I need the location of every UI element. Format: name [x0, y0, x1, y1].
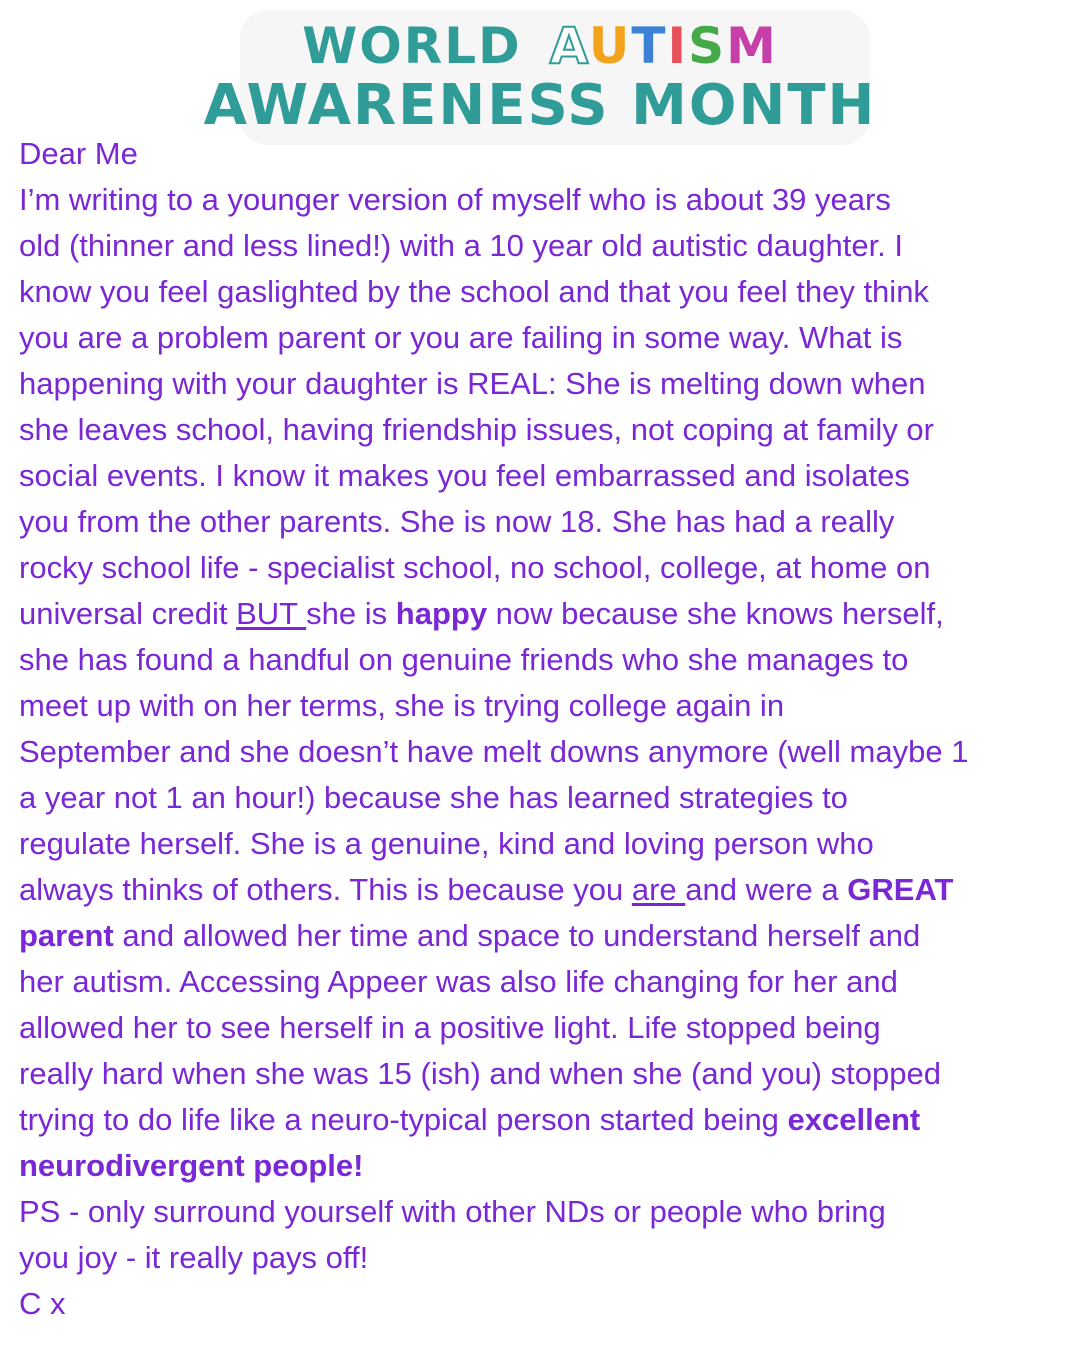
title-line-1 [0, 16, 1080, 76]
letter-line [19, 775, 1069, 821]
letter-text: she has found a handful on genuine friends who she manages to [19, 642, 909, 677]
title-line-2: AWARENESS MONTH [203, 73, 877, 138]
letter-text: rocky school life - specialist school, no school, college, at home on [19, 550, 931, 585]
letter-line [19, 499, 1069, 545]
bold-text: neurodivergent people! [19, 1148, 364, 1183]
letter-line [19, 1281, 1069, 1327]
letter-line [19, 223, 1069, 269]
letter-text: September and she doesn’t have melt downs anymore (well maybe 1 [19, 734, 969, 769]
letter-text: social events. I know it makes you feel embarrassed and isolates [19, 458, 910, 493]
title-letter-t: T [631, 17, 668, 75]
letter-text: really hard when she was 15 (ish) and when she (and you) stopped [19, 1056, 941, 1091]
letter-text: universal credit [19, 596, 237, 631]
title-letter-a: A [549, 17, 589, 75]
bold-text: happy [395, 596, 488, 631]
letter-line [19, 913, 1069, 959]
letter-line [19, 867, 1069, 913]
letter-text: happening with your daughter is REAL: She is melting down when [19, 366, 926, 401]
letter-line [19, 729, 1069, 775]
title-letter-u: U [588, 17, 632, 75]
letter-line [19, 407, 1069, 453]
letter-line [19, 1235, 1069, 1281]
letter-text: Dear Me [19, 136, 138, 171]
letter-text: meet up with on her terms, she is trying college again in [19, 688, 785, 723]
bold-text: GREAT [847, 872, 954, 907]
letter-text: you are a problem parent or you are failing in some way. What is [19, 320, 903, 355]
title-word-world: WORLD [302, 17, 522, 75]
letter-text: you joy - it really pays off! [19, 1240, 369, 1275]
underlined-text: BUT [236, 596, 307, 631]
letter-text: old (thinner and less lined!) with a 10 year old autistic daughter. I [19, 228, 904, 263]
letter-line [19, 269, 1069, 315]
letter-text: PS - only surround yourself with other NDs or people who bring [19, 1194, 886, 1229]
letter-text: I’m writing to a younger version of myself who is about 39 years [19, 182, 891, 217]
letter-line [19, 821, 1069, 867]
bold-text: parent [19, 918, 114, 953]
letter-line [19, 131, 1069, 177]
letter-line [19, 959, 1069, 1005]
letter-text: trying to do life like a neuro-typical person started being [19, 1102, 788, 1137]
title-letter-s: S [688, 17, 727, 75]
letter-text: know you feel gaslighted by the school and that you feel they think [19, 274, 929, 309]
letter-line [19, 637, 1069, 683]
letter-text: she is [306, 596, 396, 631]
underlined-text: are [631, 872, 686, 907]
letter-line [19, 1189, 1069, 1235]
letter-line [19, 591, 1069, 637]
title-letter-m: M [726, 17, 778, 75]
letter-body [19, 131, 1069, 1327]
letter-text: she leaves school, having friendship issues, not coping at family or [19, 412, 934, 447]
letter-text: a year not 1 an hour!) because she has learned strategies to [19, 780, 848, 815]
letter-text: her autism. Accessing Appeer was also life changing for her and [19, 964, 898, 999]
title-letter-i: I [667, 17, 689, 75]
letter-line [19, 545, 1069, 591]
letter-line [19, 315, 1069, 361]
letter-text: and were a [685, 872, 848, 907]
letter-text: allowed her to see herself in a positive light. Life stopped being [19, 1010, 881, 1045]
letter-line [19, 177, 1069, 223]
letter-line [19, 1097, 1069, 1143]
letter-text: and allowed her time and space to understand herself and [113, 918, 921, 953]
letter-line [19, 683, 1069, 729]
letter-text: C x [19, 1286, 66, 1321]
letter-text: you from the other parents. She is now 18. She has had a really [19, 504, 895, 539]
letter-line [19, 361, 1069, 407]
bold-text: excellent [787, 1102, 921, 1137]
letter-line [19, 1143, 1069, 1189]
letter-text: now because she knows herself, [487, 596, 944, 631]
letter-line [19, 1005, 1069, 1051]
letter-line [19, 1051, 1069, 1097]
letter-text: always thinks of others. This is because you [19, 872, 632, 907]
letter-text: regulate herself. She is a genuine, kind and loving person who [19, 826, 874, 861]
letter-line [19, 453, 1069, 499]
